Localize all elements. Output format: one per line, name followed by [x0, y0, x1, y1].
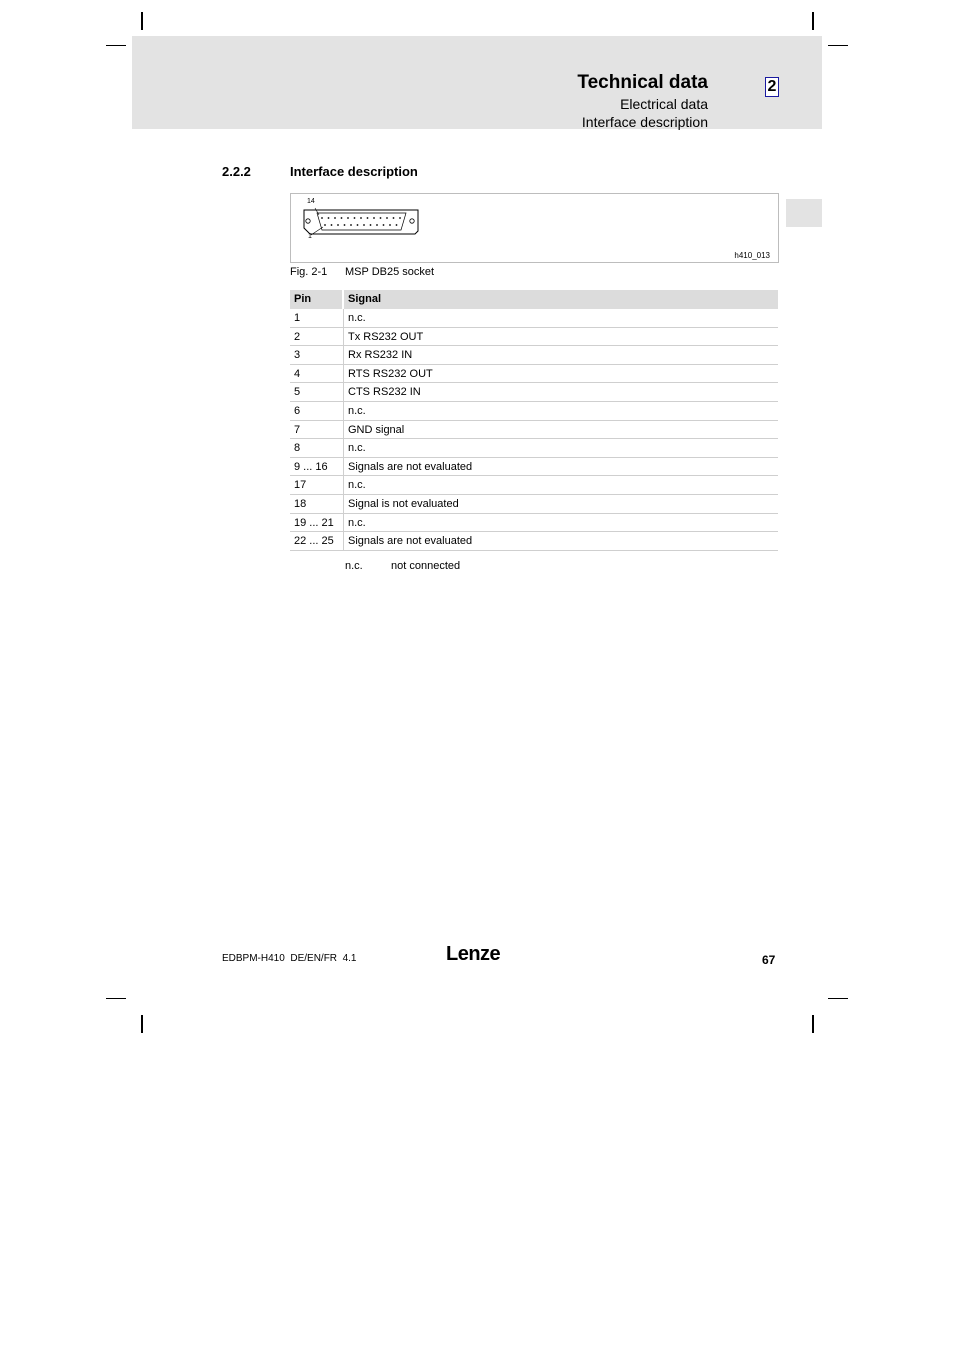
table-row	[290, 328, 778, 347]
table-row	[290, 476, 778, 495]
pin-dot	[354, 217, 356, 219]
legend-meaning: not connected	[391, 560, 461, 572]
crop-mark	[106, 998, 126, 999]
pin-cell: 18	[290, 495, 344, 513]
crop-mark	[828, 45, 848, 46]
brand-logo: Lenze	[446, 943, 501, 965]
pin-dot	[347, 217, 349, 219]
signal-cell: n.c.	[348, 404, 366, 417]
pin-dot	[360, 217, 362, 219]
pin-dot	[337, 224, 339, 226]
signal-cell: CTS RS232 IN	[348, 386, 421, 399]
crop-mark	[812, 12, 814, 30]
pin-dot	[363, 224, 365, 226]
crop-mark	[141, 1015, 143, 1033]
pin-dot	[370, 224, 372, 226]
pin-cell: 22 ... 25	[290, 532, 344, 550]
pin-cell: 19 ... 21	[290, 514, 344, 532]
pin-cell: 1	[290, 309, 344, 327]
pin-cell: 8	[290, 439, 344, 457]
pin-cell: 7	[290, 421, 344, 439]
figure-pin-label: 14	[307, 198, 315, 205]
pin-dot	[389, 224, 391, 226]
pin-dot	[399, 217, 401, 219]
pin-dot	[341, 217, 343, 219]
document-id: EDBPM-H410 DE/EN/FR 4.1	[222, 953, 357, 964]
pin-dot	[376, 224, 378, 226]
pin-dot	[380, 217, 382, 219]
section-number: 2.2.2	[222, 164, 251, 179]
pin-cell: 4	[290, 365, 344, 383]
signal-cell: n.c.	[348, 516, 366, 529]
table-body	[290, 309, 778, 551]
section-title: Interface description	[290, 164, 418, 179]
page-number: 67	[762, 953, 776, 967]
pin-cell: 9 ... 16	[290, 458, 344, 476]
page-subtitle: Interface description	[581, 114, 708, 130]
pin-cell: 6	[290, 402, 344, 420]
table-row	[290, 532, 778, 551]
page-title: Technical data	[577, 72, 708, 93]
signal-cell: GND signal	[348, 423, 405, 436]
pin-dot	[331, 224, 333, 226]
signal-cell: n.c.	[348, 479, 366, 492]
crop-mark	[812, 1015, 814, 1033]
page-subtitle: Electrical data	[620, 96, 708, 112]
table-row	[290, 346, 778, 365]
figure-code: h410_013	[734, 251, 770, 260]
figure-caption-text: MSP DB25 socket	[345, 266, 435, 278]
pin-table	[290, 290, 778, 551]
table-row	[290, 514, 778, 533]
pin-dot	[383, 224, 385, 226]
signal-cell: Signals are not evaluated	[348, 460, 473, 473]
chapter-side-tab	[786, 199, 822, 227]
pin-cell: 3	[290, 346, 344, 364]
pin-cell: 17	[290, 476, 344, 494]
signal-cell: Tx RS232 OUT	[348, 330, 424, 343]
table-row	[290, 383, 778, 402]
crop-mark	[828, 998, 848, 999]
chapter-number: 2	[765, 77, 779, 97]
pin-dot	[328, 217, 330, 219]
pin-dot	[321, 217, 323, 219]
table-row	[290, 495, 778, 514]
figure-caption-number: Fig. 2-1	[290, 266, 328, 278]
table-row	[290, 365, 778, 384]
header-band	[132, 36, 822, 129]
pin-dot	[373, 217, 375, 219]
pin-cell: 2	[290, 328, 344, 346]
column-header-signal: Signal	[348, 293, 382, 305]
figure-frame	[290, 193, 779, 263]
legend-abbreviation: n.c.	[345, 560, 363, 572]
table-row	[290, 402, 778, 421]
signal-cell: n.c.	[348, 442, 366, 455]
column-header-pin: Pin	[290, 290, 344, 309]
signal-cell: Rx RS232 IN	[348, 349, 413, 362]
crop-mark	[106, 45, 126, 46]
table-row	[290, 309, 778, 328]
pin-dot	[393, 217, 395, 219]
signal-cell: Signal is not evaluated	[348, 497, 459, 510]
crop-mark	[141, 12, 143, 30]
pin-dot	[334, 217, 336, 219]
db25-connector-drawing	[291, 194, 778, 262]
pin-dot	[344, 224, 346, 226]
pin-dot	[357, 224, 359, 226]
table-header-row	[290, 290, 778, 309]
table-row	[290, 421, 778, 440]
signal-cell: RTS RS232 OUT	[348, 367, 433, 380]
table-row	[290, 439, 778, 458]
pin-dot	[367, 217, 369, 219]
signal-cell: n.c.	[348, 312, 366, 324]
figure-pin-label: 1	[308, 233, 312, 240]
table-row	[290, 458, 778, 477]
pin-dot	[324, 224, 326, 226]
signal-cell: Signals are not evaluated	[348, 535, 473, 548]
pin-dot	[386, 217, 388, 219]
pin-cell: 5	[290, 383, 344, 401]
pin-dot	[350, 224, 352, 226]
pin-dot	[396, 224, 398, 226]
